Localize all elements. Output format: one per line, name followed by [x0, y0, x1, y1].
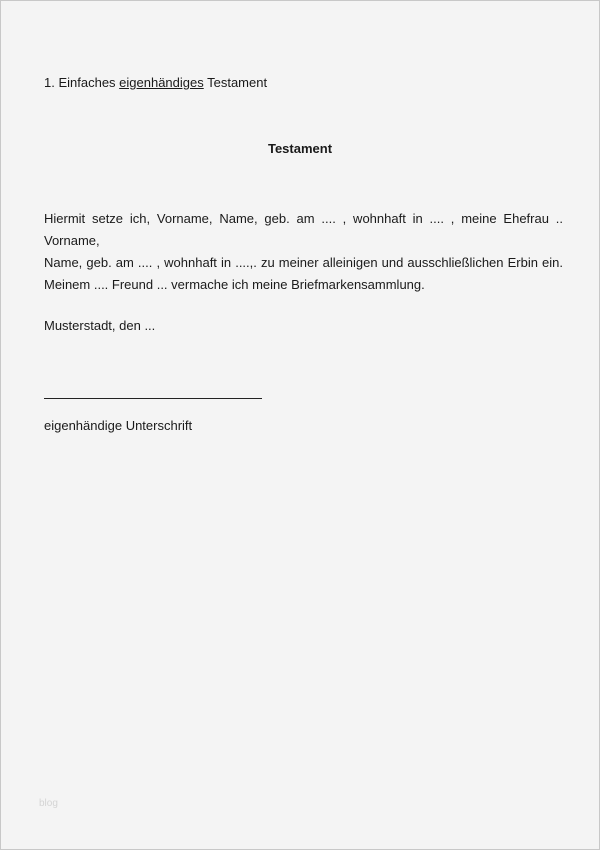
body-line-2: Name, geb. am .... , wohnhaft in ....,. zu meiner alleinigen und ausschließlichen Erbin ein. [44, 255, 563, 270]
section-heading [44, 75, 267, 91]
body-line-1: Hiermit setze ich, Vorname, Name, geb. am .... , wohnhaft in .... , meine Ehefrau .. Vorname, [44, 211, 563, 248]
section-heading-suffix: Testament [203, 75, 268, 90]
section-heading-prefix: 1. Einfaches [44, 75, 120, 90]
section-heading-underlined: eigenhändiges [119, 75, 204, 90]
place-date: Musterstadt, den ... [44, 318, 156, 333]
watermark: blog [39, 798, 58, 809]
signature-caption: eigenhändige Unterschrift [44, 418, 193, 433]
body-line-3: Meinem .... Freund ... vermache ich meine Briefmarkensammlung. [44, 277, 425, 292]
document-title: Testament [267, 141, 333, 156]
testament-body [44, 208, 563, 296]
signature-line [44, 398, 262, 399]
